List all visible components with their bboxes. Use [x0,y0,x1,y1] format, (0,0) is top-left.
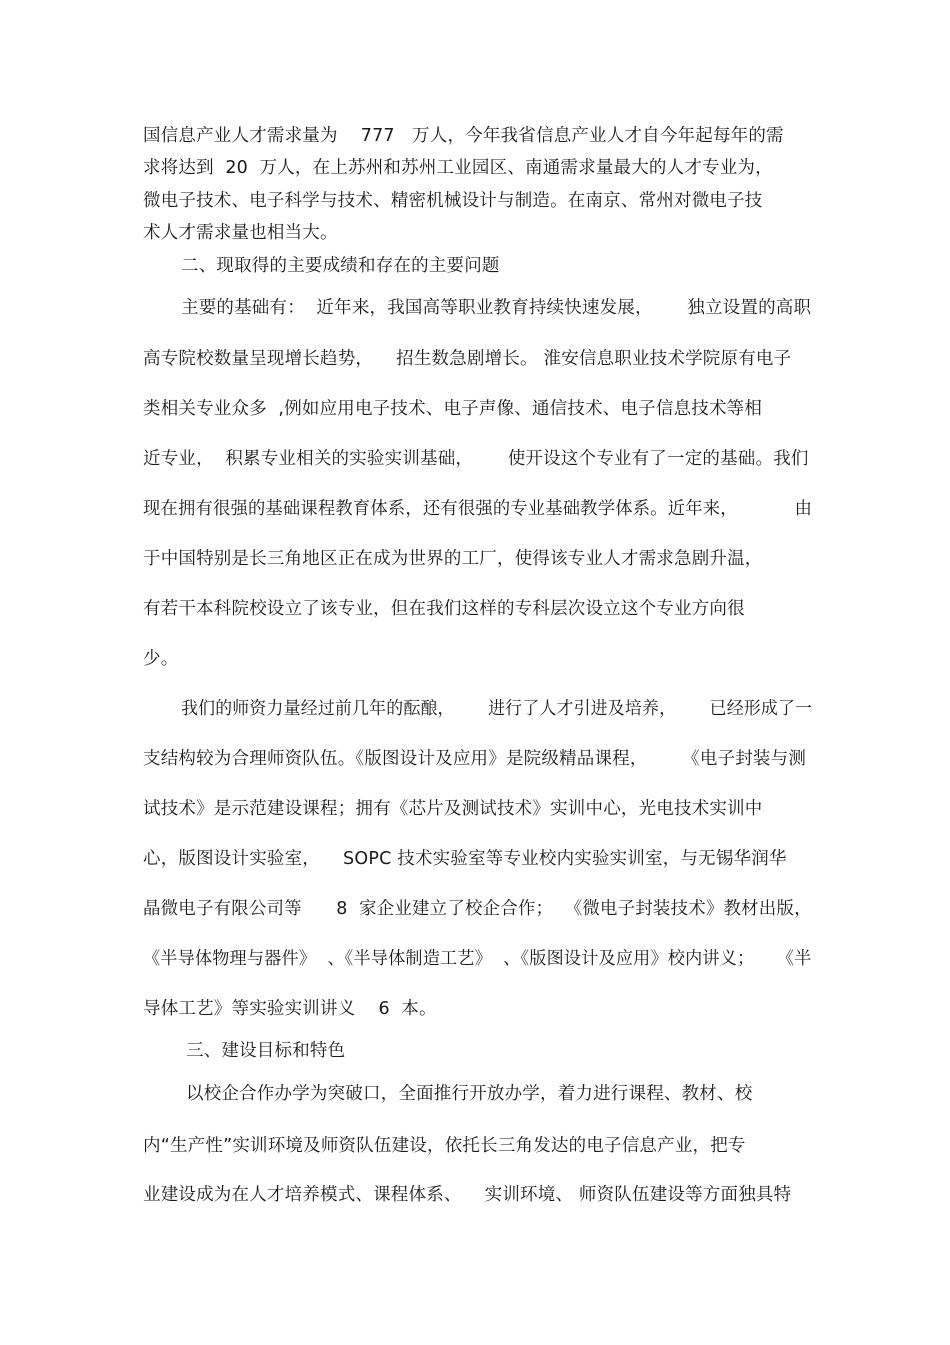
text-line: 晶微电子有限公司等 8 家企业建立了校企合作； 《微电子封装技术》教材出版， [143,899,812,919]
text-line: 我们的师资力量经过前几年的酝酿， 进行了人才引进及培养， 已经形成了一 [181,699,813,719]
text-line: 于中国特别是长三角地区正在成为世界的工厂，使得该专业人才需求急剧升温， [143,549,763,569]
section-heading: 二、现取得的主要成绩和存在的主要问题 [181,256,500,276]
text-line: 《半导体物理与器件》 、《半导体制造工艺》 、《版图设计及应用》校内讲义； 《半 [143,949,812,969]
text-line: 高专院校数量呈现增长趋势， 招生数急剧增长。 淮安信息职业技术学院原有电子 [143,349,792,369]
text-line: 微电子技术、电子科学与技术、精密机械设计与制造。在南京、常州对微电子技 [143,191,763,211]
text-line: 业建设成为在人才培养模式、课程体系、 实训环境、 师资队伍建设等方面独具特 [143,1185,792,1205]
text-line: 少。 [143,649,179,669]
text-line: 试技术》是示范建设课程；拥有《芯片及测试技术》实训中心，光电技术实训中 [143,799,763,819]
text-line: 求将达到 20 万人，在上苏州和苏州工业园区、南通需求量最大的人才专业为， [143,158,773,178]
text-line: 类相关专业众多 ,例如应用电子技术、电子声像、通信技术、电子信息技术等相 [143,399,763,419]
text-line: 支结构较为合理师资队伍。《版图设计及应用》是院级精品课程， 《电子封装与测 [143,749,807,769]
text-line: 以校企合作办学为突破口，全面推行开放办学，着力进行课程、教材、校 [186,1084,753,1104]
text-line: 术人才需求量也相当大。 [143,223,338,243]
text-line: 近专业， 积累专业相关的实验实训基础， 使开设这个专业有了一定的基础。我们 [143,449,809,469]
text-line: 现在拥有很强的基础课程教育体系，还有很强的专业基础教学体系。近年来， 由 [143,499,813,519]
text-line: 导体工艺》等实验实训讲义 6 本。 [143,999,437,1019]
text-line: 有若干本科院校设立了该专业，但在我们这样的专科层次设立这个专业方向很 [143,599,745,619]
text-line: 国信息产业人才需求量为 777 万人，今年我省信息产业人才自今年起每年的需 [143,126,784,146]
section-heading: 三、建设目标和特色 [186,1041,346,1061]
text-line: 主要的基础有： 近年来，我国高等职业教育持续快速发展， 独立设置的高职 [181,298,812,318]
text-line: 内“生产性”实训环境及师资队伍建设，依托长三角发达的电子信息产业，把专 [143,1136,746,1156]
text-line: 心，版图设计实验室， SOPC 技术实验室等专业校内实验实训室，与无锡华润华 [143,849,787,869]
